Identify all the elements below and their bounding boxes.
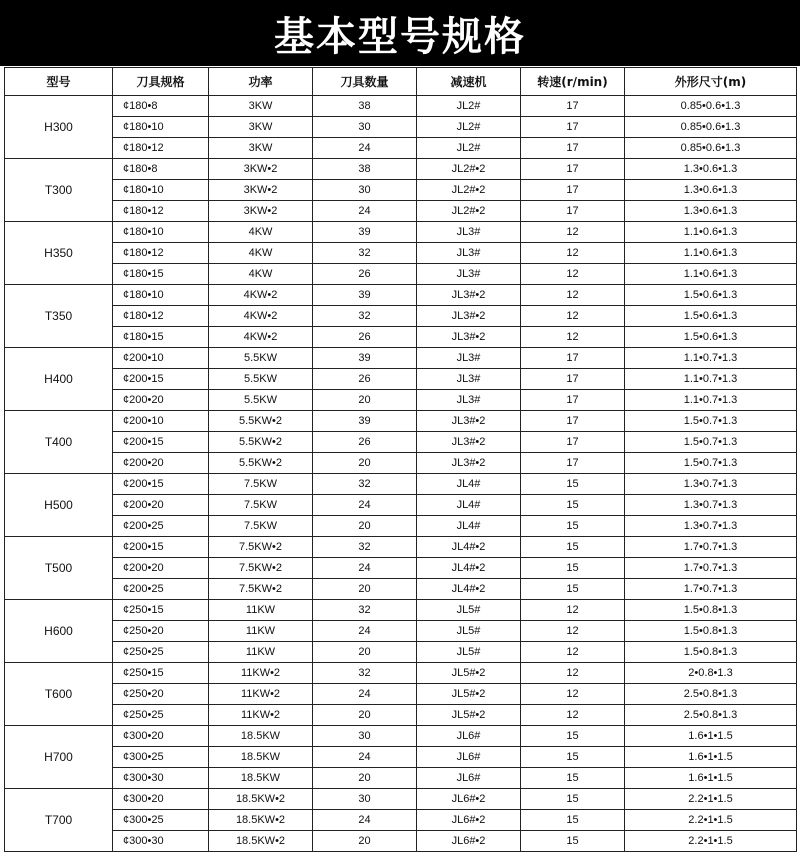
table-row bbox=[5, 348, 797, 369]
cell-dimensions: 2.2•1•1.5 bbox=[625, 831, 797, 852]
cell-dimensions: 1.5•0.7•1.3 bbox=[625, 432, 797, 453]
cell-speed: 15 bbox=[521, 558, 625, 579]
cell-reducer: JL6# bbox=[417, 726, 521, 747]
cell-reducer: JL4# bbox=[417, 516, 521, 537]
cell-dimensions: 1.3•0.6•1.3 bbox=[625, 159, 797, 180]
cell-speed: 15 bbox=[521, 810, 625, 831]
cell-power: 18.5KW•2 bbox=[209, 810, 313, 831]
cell-reducer: JL2# bbox=[417, 138, 521, 159]
cell-dimensions: 1.1•0.7•1.3 bbox=[625, 390, 797, 411]
table-body bbox=[5, 96, 797, 852]
cell-reducer: JL5# bbox=[417, 642, 521, 663]
header-tool-spec: 刀具规格 bbox=[113, 68, 209, 96]
cell-tool-spec: ¢300•25 bbox=[113, 747, 209, 768]
table-row bbox=[5, 810, 797, 831]
cell-speed: 12 bbox=[521, 663, 625, 684]
cell-tool-spec: ¢250•20 bbox=[113, 684, 209, 705]
cell-power: 3KW•2 bbox=[209, 201, 313, 222]
cell-power: 4KW bbox=[209, 264, 313, 285]
table-row bbox=[5, 117, 797, 138]
cell-tool-count: 24 bbox=[313, 201, 417, 222]
cell-reducer: JL4# bbox=[417, 474, 521, 495]
table-row bbox=[5, 180, 797, 201]
cell-tool-count: 39 bbox=[313, 411, 417, 432]
cell-tool-count: 24 bbox=[313, 810, 417, 831]
cell-dimensions: 1.5•0.8•1.3 bbox=[625, 600, 797, 621]
cell-tool-count: 20 bbox=[313, 768, 417, 789]
cell-reducer: JL5#•2 bbox=[417, 705, 521, 726]
cell-model: H300 bbox=[5, 96, 113, 159]
cell-tool-count: 30 bbox=[313, 726, 417, 747]
header-tool-count: 刀具数量 bbox=[313, 68, 417, 96]
cell-tool-count: 20 bbox=[313, 705, 417, 726]
cell-power: 3KW bbox=[209, 96, 313, 117]
table-row bbox=[5, 222, 797, 243]
cell-dimensions: 1.3•0.7•1.3 bbox=[625, 495, 797, 516]
cell-reducer: JL4#•2 bbox=[417, 579, 521, 600]
cell-model: T350 bbox=[5, 285, 113, 348]
cell-dimensions: 2.5•0.8•1.3 bbox=[625, 705, 797, 726]
cell-reducer: JL3# bbox=[417, 390, 521, 411]
cell-tool-spec: ¢300•20 bbox=[113, 789, 209, 810]
cell-dimensions: 1.1•0.7•1.3 bbox=[625, 369, 797, 390]
cell-tool-spec: ¢250•25 bbox=[113, 705, 209, 726]
cell-power: 11KW•2 bbox=[209, 663, 313, 684]
cell-speed: 15 bbox=[521, 474, 625, 495]
table-row bbox=[5, 411, 797, 432]
cell-power: 11KW•2 bbox=[209, 684, 313, 705]
cell-speed: 12 bbox=[521, 621, 625, 642]
table-row bbox=[5, 705, 797, 726]
cell-dimensions: 0.85•0.6•1.3 bbox=[625, 138, 797, 159]
cell-reducer: JL3# bbox=[417, 222, 521, 243]
cell-tool-spec: ¢200•25 bbox=[113, 516, 209, 537]
cell-dimensions: 1.1•0.6•1.3 bbox=[625, 264, 797, 285]
table-header bbox=[5, 68, 797, 96]
cell-reducer: JL3# bbox=[417, 243, 521, 264]
table-row bbox=[5, 474, 797, 495]
cell-power: 4KW•2 bbox=[209, 285, 313, 306]
table-row bbox=[5, 390, 797, 411]
table-row bbox=[5, 369, 797, 390]
cell-tool-count: 39 bbox=[313, 348, 417, 369]
table-row bbox=[5, 243, 797, 264]
cell-power: 7.5KW bbox=[209, 516, 313, 537]
cell-reducer: JL6#•2 bbox=[417, 831, 521, 852]
cell-tool-count: 20 bbox=[313, 579, 417, 600]
cell-power: 4KW•2 bbox=[209, 327, 313, 348]
cell-speed: 15 bbox=[521, 768, 625, 789]
cell-tool-spec: ¢200•10 bbox=[113, 411, 209, 432]
cell-tool-count: 20 bbox=[313, 642, 417, 663]
cell-speed: 17 bbox=[521, 138, 625, 159]
table-row bbox=[5, 201, 797, 222]
table-row bbox=[5, 684, 797, 705]
cell-dimensions: 1.5•0.8•1.3 bbox=[625, 642, 797, 663]
table-row bbox=[5, 327, 797, 348]
cell-speed: 15 bbox=[521, 747, 625, 768]
cell-model: H600 bbox=[5, 600, 113, 663]
table-row bbox=[5, 600, 797, 621]
cell-tool-spec: ¢200•25 bbox=[113, 579, 209, 600]
cell-speed: 12 bbox=[521, 264, 625, 285]
cell-tool-count: 26 bbox=[313, 432, 417, 453]
cell-speed: 17 bbox=[521, 390, 625, 411]
cell-tool-count: 24 bbox=[313, 621, 417, 642]
cell-tool-spec: ¢200•20 bbox=[113, 390, 209, 411]
cell-tool-count: 24 bbox=[313, 138, 417, 159]
cell-model: H500 bbox=[5, 474, 113, 537]
cell-tool-count: 32 bbox=[313, 474, 417, 495]
table-row bbox=[5, 663, 797, 684]
table-row bbox=[5, 432, 797, 453]
cell-tool-spec: ¢200•20 bbox=[113, 495, 209, 516]
cell-speed: 15 bbox=[521, 516, 625, 537]
cell-power: 3KW•2 bbox=[209, 159, 313, 180]
cell-tool-spec: ¢180•12 bbox=[113, 306, 209, 327]
cell-tool-spec: ¢180•8 bbox=[113, 159, 209, 180]
cell-tool-spec: ¢180•8 bbox=[113, 96, 209, 117]
cell-speed: 17 bbox=[521, 453, 625, 474]
spec-table bbox=[4, 67, 797, 852]
cell-power: 5.5KW•2 bbox=[209, 453, 313, 474]
cell-speed: 15 bbox=[521, 831, 625, 852]
table-row bbox=[5, 579, 797, 600]
cell-dimensions: 1.6•1•1.5 bbox=[625, 726, 797, 747]
cell-power: 4KW bbox=[209, 222, 313, 243]
cell-speed: 17 bbox=[521, 96, 625, 117]
cell-reducer: JL2#•2 bbox=[417, 180, 521, 201]
cell-power: 4KW bbox=[209, 243, 313, 264]
cell-reducer: JL3#•2 bbox=[417, 432, 521, 453]
table-row bbox=[5, 453, 797, 474]
cell-reducer: JL4# bbox=[417, 495, 521, 516]
cell-model: T600 bbox=[5, 663, 113, 726]
cell-reducer: JL2#•2 bbox=[417, 201, 521, 222]
cell-reducer: JL3#•2 bbox=[417, 306, 521, 327]
cell-reducer: JL6# bbox=[417, 747, 521, 768]
cell-reducer: JL6#•2 bbox=[417, 789, 521, 810]
table-row bbox=[5, 516, 797, 537]
header-power: 功率 bbox=[209, 68, 313, 96]
cell-tool-count: 26 bbox=[313, 264, 417, 285]
cell-dimensions: 2.2•1•1.5 bbox=[625, 789, 797, 810]
cell-tool-count: 32 bbox=[313, 243, 417, 264]
cell-tool-count: 39 bbox=[313, 285, 417, 306]
cell-dimensions: 2.5•0.8•1.3 bbox=[625, 684, 797, 705]
cell-dimensions: 1.5•0.6•1.3 bbox=[625, 327, 797, 348]
table-row bbox=[5, 789, 797, 810]
cell-tool-spec: ¢200•10 bbox=[113, 348, 209, 369]
cell-tool-spec: ¢180•10 bbox=[113, 222, 209, 243]
cell-model: H400 bbox=[5, 348, 113, 411]
header-model: 型号 bbox=[5, 68, 113, 96]
cell-dimensions: 1.1•0.6•1.3 bbox=[625, 243, 797, 264]
cell-tool-count: 24 bbox=[313, 684, 417, 705]
cell-speed: 12 bbox=[521, 684, 625, 705]
cell-tool-count: 32 bbox=[313, 537, 417, 558]
table-row bbox=[5, 96, 797, 117]
cell-reducer: JL5# bbox=[417, 621, 521, 642]
table-row bbox=[5, 831, 797, 852]
cell-power: 18.5KW•2 bbox=[209, 831, 313, 852]
cell-reducer: JL3#•2 bbox=[417, 453, 521, 474]
cell-speed: 17 bbox=[521, 411, 625, 432]
page-title: 基本型号规格 bbox=[0, 0, 800, 66]
cell-tool-count: 24 bbox=[313, 747, 417, 768]
cell-reducer: JL6#•2 bbox=[417, 810, 521, 831]
cell-dimensions: 1.6•1•1.5 bbox=[625, 747, 797, 768]
cell-tool-spec: ¢180•10 bbox=[113, 180, 209, 201]
cell-speed: 17 bbox=[521, 432, 625, 453]
cell-speed: 12 bbox=[521, 327, 625, 348]
cell-tool-spec: ¢300•30 bbox=[113, 831, 209, 852]
cell-power: 3KW bbox=[209, 117, 313, 138]
cell-speed: 17 bbox=[521, 369, 625, 390]
cell-reducer: JL5#•2 bbox=[417, 663, 521, 684]
cell-tool-count: 38 bbox=[313, 96, 417, 117]
cell-tool-count: 20 bbox=[313, 516, 417, 537]
table-row bbox=[5, 264, 797, 285]
cell-tool-count: 32 bbox=[313, 306, 417, 327]
cell-tool-spec: ¢180•12 bbox=[113, 201, 209, 222]
cell-model: H350 bbox=[5, 222, 113, 285]
cell-speed: 12 bbox=[521, 243, 625, 264]
cell-speed: 12 bbox=[521, 600, 625, 621]
cell-speed: 15 bbox=[521, 495, 625, 516]
cell-dimensions: 0.85•0.6•1.3 bbox=[625, 117, 797, 138]
cell-tool-count: 32 bbox=[313, 663, 417, 684]
cell-model: T300 bbox=[5, 159, 113, 222]
table-row bbox=[5, 285, 797, 306]
header-speed: 转速(r/min) bbox=[521, 68, 625, 96]
cell-power: 11KW bbox=[209, 642, 313, 663]
cell-power: 5.5KW bbox=[209, 369, 313, 390]
cell-speed: 17 bbox=[521, 117, 625, 138]
cell-tool-spec: ¢300•20 bbox=[113, 726, 209, 747]
cell-tool-count: 24 bbox=[313, 558, 417, 579]
cell-reducer: JL2# bbox=[417, 117, 521, 138]
table-row bbox=[5, 495, 797, 516]
cell-tool-spec: ¢300•25 bbox=[113, 810, 209, 831]
cell-tool-spec: ¢200•20 bbox=[113, 558, 209, 579]
cell-tool-count: 26 bbox=[313, 369, 417, 390]
cell-tool-spec: ¢250•20 bbox=[113, 621, 209, 642]
cell-speed: 15 bbox=[521, 789, 625, 810]
cell-model: T400 bbox=[5, 411, 113, 474]
cell-power: 7.5KW•2 bbox=[209, 579, 313, 600]
cell-dimensions: 1.7•0.7•1.3 bbox=[625, 558, 797, 579]
cell-power: 18.5KW bbox=[209, 726, 313, 747]
cell-dimensions: 1.7•0.7•1.3 bbox=[625, 537, 797, 558]
cell-speed: 12 bbox=[521, 705, 625, 726]
cell-dimensions: 1.3•0.7•1.3 bbox=[625, 516, 797, 537]
cell-reducer: JL3# bbox=[417, 348, 521, 369]
cell-tool-spec: ¢180•12 bbox=[113, 138, 209, 159]
cell-dimensions: 1.5•0.6•1.3 bbox=[625, 306, 797, 327]
cell-dimensions: 1.7•0.7•1.3 bbox=[625, 579, 797, 600]
cell-tool-spec: ¢180•10 bbox=[113, 285, 209, 306]
cell-reducer: JL3#•2 bbox=[417, 411, 521, 432]
table-row bbox=[5, 138, 797, 159]
cell-power: 11KW•2 bbox=[209, 705, 313, 726]
cell-reducer: JL3#•2 bbox=[417, 285, 521, 306]
cell-dimensions: 1.5•0.8•1.3 bbox=[625, 621, 797, 642]
cell-tool-spec: ¢250•15 bbox=[113, 600, 209, 621]
cell-power: 18.5KW bbox=[209, 768, 313, 789]
cell-reducer: JL2#•2 bbox=[417, 159, 521, 180]
cell-tool-count: 20 bbox=[313, 453, 417, 474]
cell-dimensions: 1.3•0.6•1.3 bbox=[625, 201, 797, 222]
cell-tool-spec: ¢200•15 bbox=[113, 537, 209, 558]
cell-tool-count: 20 bbox=[313, 831, 417, 852]
cell-tool-spec: ¢250•25 bbox=[113, 642, 209, 663]
cell-power: 7.5KW•2 bbox=[209, 558, 313, 579]
cell-power: 11KW bbox=[209, 600, 313, 621]
cell-model: T700 bbox=[5, 789, 113, 852]
cell-tool-spec: ¢180•10 bbox=[113, 117, 209, 138]
cell-power: 5.5KW•2 bbox=[209, 432, 313, 453]
cell-reducer: JL4#•2 bbox=[417, 537, 521, 558]
header-row bbox=[5, 68, 797, 96]
cell-power: 4KW•2 bbox=[209, 306, 313, 327]
table-row bbox=[5, 768, 797, 789]
cell-dimensions: 1.1•0.7•1.3 bbox=[625, 348, 797, 369]
cell-reducer: JL3# bbox=[417, 369, 521, 390]
cell-tool-count: 30 bbox=[313, 789, 417, 810]
cell-reducer: JL3#•2 bbox=[417, 327, 521, 348]
cell-speed: 12 bbox=[521, 306, 625, 327]
cell-dimensions: 1.6•1•1.5 bbox=[625, 768, 797, 789]
cell-speed: 12 bbox=[521, 285, 625, 306]
cell-power: 18.5KW•2 bbox=[209, 789, 313, 810]
cell-tool-count: 38 bbox=[313, 159, 417, 180]
cell-power: 7.5KW bbox=[209, 495, 313, 516]
cell-power: 3KW•2 bbox=[209, 180, 313, 201]
cell-speed: 17 bbox=[521, 159, 625, 180]
cell-model: T500 bbox=[5, 537, 113, 600]
header-reducer: 减速机 bbox=[417, 68, 521, 96]
cell-tool-spec: ¢200•20 bbox=[113, 453, 209, 474]
cell-tool-count: 39 bbox=[313, 222, 417, 243]
table-row bbox=[5, 621, 797, 642]
cell-speed: 12 bbox=[521, 642, 625, 663]
cell-reducer: JL2# bbox=[417, 96, 521, 117]
cell-tool-count: 32 bbox=[313, 600, 417, 621]
cell-speed: 17 bbox=[521, 180, 625, 201]
header-dimensions: 外形尺寸(m) bbox=[625, 68, 797, 96]
cell-power: 5.5KW•2 bbox=[209, 411, 313, 432]
cell-speed: 12 bbox=[521, 222, 625, 243]
cell-reducer: JL4#•2 bbox=[417, 558, 521, 579]
cell-power: 5.5KW bbox=[209, 348, 313, 369]
table-row bbox=[5, 306, 797, 327]
cell-dimensions: 1.5•0.7•1.3 bbox=[625, 453, 797, 474]
cell-speed: 17 bbox=[521, 201, 625, 222]
cell-power: 7.5KW•2 bbox=[209, 537, 313, 558]
cell-speed: 15 bbox=[521, 726, 625, 747]
cell-dimensions: 1.3•0.6•1.3 bbox=[625, 180, 797, 201]
cell-power: 3KW bbox=[209, 138, 313, 159]
cell-tool-spec: ¢200•15 bbox=[113, 474, 209, 495]
table-row bbox=[5, 747, 797, 768]
cell-dimensions: 2•0.8•1.3 bbox=[625, 663, 797, 684]
cell-power: 18.5KW bbox=[209, 747, 313, 768]
cell-dimensions: 1.3•0.7•1.3 bbox=[625, 474, 797, 495]
cell-dimensions: 1.5•0.7•1.3 bbox=[625, 411, 797, 432]
cell-power: 11KW bbox=[209, 621, 313, 642]
cell-reducer: JL5# bbox=[417, 600, 521, 621]
cell-power: 5.5KW bbox=[209, 390, 313, 411]
table-row bbox=[5, 726, 797, 747]
cell-reducer: JL3# bbox=[417, 264, 521, 285]
cell-tool-spec: ¢300•30 bbox=[113, 768, 209, 789]
cell-reducer: JL5#•2 bbox=[417, 684, 521, 705]
cell-dimensions: 1.1•0.6•1.3 bbox=[625, 222, 797, 243]
cell-tool-count: 26 bbox=[313, 327, 417, 348]
cell-speed: 15 bbox=[521, 579, 625, 600]
cell-speed: 17 bbox=[521, 348, 625, 369]
cell-tool-spec: ¢200•15 bbox=[113, 369, 209, 390]
cell-speed: 15 bbox=[521, 537, 625, 558]
table-row bbox=[5, 558, 797, 579]
cell-tool-spec: ¢250•15 bbox=[113, 663, 209, 684]
cell-tool-spec: ¢180•15 bbox=[113, 264, 209, 285]
table-row bbox=[5, 159, 797, 180]
cell-tool-spec: ¢200•15 bbox=[113, 432, 209, 453]
cell-tool-spec: ¢180•15 bbox=[113, 327, 209, 348]
cell-dimensions: 0.85•0.6•1.3 bbox=[625, 96, 797, 117]
cell-dimensions: 2.2•1•1.5 bbox=[625, 810, 797, 831]
table-row bbox=[5, 537, 797, 558]
cell-reducer: JL6# bbox=[417, 768, 521, 789]
cell-tool-spec: ¢180•12 bbox=[113, 243, 209, 264]
cell-tool-count: 30 bbox=[313, 117, 417, 138]
cell-model: H700 bbox=[5, 726, 113, 789]
cell-tool-count: 30 bbox=[313, 180, 417, 201]
table-row bbox=[5, 642, 797, 663]
cell-tool-count: 20 bbox=[313, 390, 417, 411]
cell-power: 7.5KW bbox=[209, 474, 313, 495]
cell-tool-count: 24 bbox=[313, 495, 417, 516]
cell-dimensions: 1.5•0.6•1.3 bbox=[625, 285, 797, 306]
